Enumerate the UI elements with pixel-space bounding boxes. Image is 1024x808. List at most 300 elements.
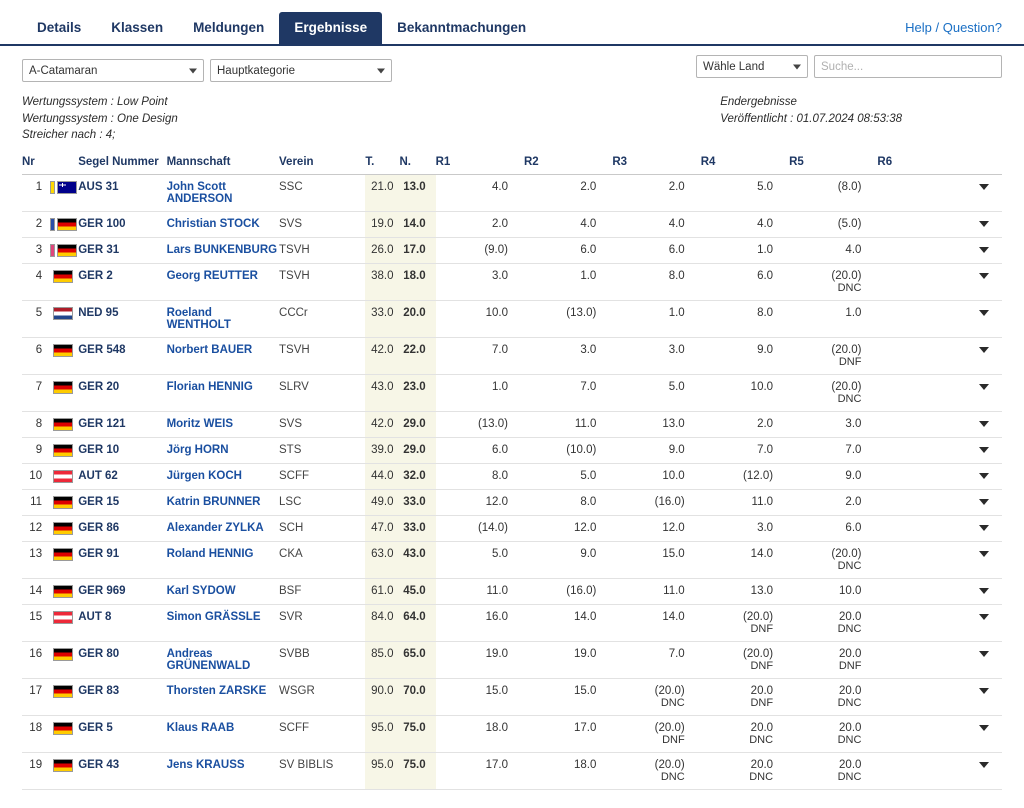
table-row[interactable] bbox=[22, 541, 1002, 578]
cell-race-r1 bbox=[436, 237, 524, 263]
chevron-down-icon[interactable] bbox=[979, 447, 989, 453]
country-flag-icon bbox=[53, 418, 73, 431]
chevron-down-icon[interactable] bbox=[979, 525, 989, 531]
category-select[interactable] bbox=[210, 59, 392, 82]
chevron-down-icon[interactable] bbox=[979, 273, 989, 279]
cell-net-points bbox=[399, 437, 435, 463]
tab-details[interactable] bbox=[22, 12, 96, 44]
table-row[interactable] bbox=[22, 515, 1002, 541]
cell-race-r5-value: (20.0) bbox=[831, 343, 862, 356]
cell-race-r5 bbox=[789, 211, 877, 237]
cell-race-r6 bbox=[877, 237, 965, 263]
col-r3[interactable]: R3 bbox=[612, 156, 700, 175]
cell-flag bbox=[48, 237, 78, 263]
cell-expand[interactable] bbox=[966, 374, 1002, 411]
country-flag-icon bbox=[53, 522, 73, 535]
cell-club-value: LSC bbox=[279, 495, 302, 508]
col-r4[interactable]: R4 bbox=[701, 156, 789, 175]
country-flag-icon bbox=[57, 218, 77, 231]
cell-race-r4 bbox=[701, 578, 789, 604]
cell-club-value: SSC bbox=[279, 180, 303, 193]
cell-flag bbox=[48, 463, 78, 489]
cell-race-r2-value: 15.0 bbox=[573, 684, 597, 697]
cell-net-points bbox=[399, 715, 435, 752]
cell-race-r3 bbox=[612, 641, 700, 678]
cell-sail-number-value: GER 5 bbox=[78, 721, 113, 734]
cell-expand[interactable] bbox=[966, 463, 1002, 489]
cell-race-r1-value: 1.0 bbox=[491, 380, 508, 393]
cell-race-r3-value: 8.0 bbox=[668, 269, 685, 282]
cell-club-value: SVR bbox=[279, 610, 303, 623]
search-input[interactable] bbox=[814, 55, 1002, 78]
col-crew[interactable]: Mannschaft bbox=[167, 156, 279, 175]
chevron-down-icon[interactable] bbox=[979, 688, 989, 694]
cell-net-points-value: 29.0 bbox=[403, 417, 426, 430]
cell-race-r4 bbox=[701, 604, 789, 641]
chevron-down-icon[interactable] bbox=[979, 499, 989, 505]
country-flag-icon bbox=[53, 270, 73, 283]
cell-race-r2-value: 1.0 bbox=[580, 269, 597, 282]
cell-race-r2 bbox=[524, 678, 612, 715]
cell-race-r4-value: 5.0 bbox=[757, 180, 774, 193]
cell-crew-name-value: Thorsten ZARSKE bbox=[166, 684, 267, 697]
cell-expand[interactable] bbox=[966, 541, 1002, 578]
cell-expand[interactable] bbox=[966, 641, 1002, 678]
cell-race-r4 bbox=[701, 678, 789, 715]
cell-net-points-value: 17.0 bbox=[403, 243, 426, 256]
cell-race-r4-value: 20.0 bbox=[750, 758, 774, 771]
cell-flag bbox=[48, 678, 78, 715]
cell-nr-value: 9 bbox=[35, 443, 43, 456]
cell-race-r3 bbox=[612, 374, 700, 411]
cell-net-points-value: 45.0 bbox=[403, 584, 426, 597]
col-r6[interactable]: R6 bbox=[877, 156, 965, 175]
cell-race-r5 bbox=[789, 604, 877, 641]
cell-nr bbox=[22, 174, 48, 211]
cell-sail-number bbox=[78, 211, 166, 237]
cell-club bbox=[279, 237, 365, 263]
cell-net-points-value: 23.0 bbox=[403, 380, 426, 393]
cell-sail-number-value: GER 20 bbox=[78, 380, 120, 393]
chevron-down-icon[interactable] bbox=[979, 588, 989, 594]
cell-club-value: CCCr bbox=[279, 306, 308, 319]
col-total[interactable]: T. bbox=[365, 156, 399, 175]
cell-club-value: SCFF bbox=[279, 469, 310, 482]
cell-race-r5-value: 9.0 bbox=[845, 469, 862, 482]
cell-total-points bbox=[365, 489, 399, 515]
cell-crew-name bbox=[167, 578, 279, 604]
cell-race-r2-value: 17.0 bbox=[573, 721, 597, 734]
cell-club-value: SCH bbox=[279, 521, 304, 534]
cell-net-points bbox=[399, 237, 435, 263]
cell-club bbox=[279, 578, 365, 604]
chevron-down-icon[interactable] bbox=[979, 421, 989, 427]
cell-net-points bbox=[399, 515, 435, 541]
cell-race-r5 bbox=[789, 715, 877, 752]
cell-race-r1 bbox=[436, 463, 524, 489]
cell-crew-name bbox=[167, 174, 279, 211]
tab-ergebnisse[interactable] bbox=[279, 12, 382, 44]
cell-expand[interactable] bbox=[966, 237, 1002, 263]
race-status-r5: DNC bbox=[837, 392, 862, 405]
cell-nr bbox=[22, 237, 48, 263]
chevron-down-icon[interactable] bbox=[979, 762, 989, 768]
cell-crew-name-value: Karl SYDOW bbox=[166, 584, 236, 597]
tab-bekanntmachungen[interactable] bbox=[382, 12, 541, 44]
chevron-down-icon[interactable] bbox=[979, 347, 989, 353]
country-flag-icon bbox=[53, 685, 73, 698]
cell-race-r3 bbox=[612, 752, 700, 789]
chevron-down-icon bbox=[377, 68, 385, 73]
cell-total-points bbox=[365, 752, 399, 789]
cell-sail-number-value: GER 80 bbox=[78, 647, 120, 660]
cell-race-r1-value: 10.0 bbox=[485, 306, 508, 319]
cell-total-points-value: 63.0 bbox=[371, 547, 394, 560]
country-flag-icon bbox=[53, 759, 73, 772]
country-flag-icon bbox=[53, 344, 73, 357]
cell-net-points bbox=[399, 300, 435, 337]
cell-race-r3-value: 1.0 bbox=[668, 306, 685, 319]
chevron-down-icon[interactable] bbox=[979, 614, 989, 620]
table-row[interactable] bbox=[22, 715, 1002, 752]
cell-sail-number-value: GER 100 bbox=[78, 217, 126, 230]
cell-race-r1 bbox=[436, 489, 524, 515]
cell-race-r4-value: 8.0 bbox=[757, 306, 774, 319]
category-select-value: Hauptkategorie bbox=[217, 64, 295, 77]
cell-sail-number bbox=[78, 641, 166, 678]
cell-expand[interactable] bbox=[966, 337, 1002, 374]
cell-race-r5 bbox=[789, 489, 877, 515]
cell-expand[interactable] bbox=[966, 300, 1002, 337]
cell-expand[interactable] bbox=[966, 211, 1002, 237]
table-row[interactable] bbox=[22, 678, 1002, 715]
cell-net-points bbox=[399, 263, 435, 300]
cell-race-r5 bbox=[789, 174, 877, 211]
cell-crew-name bbox=[167, 337, 279, 374]
cell-total-points-value: 61.0 bbox=[371, 584, 394, 597]
scoring-type: Wertungssystem : One Design bbox=[22, 112, 178, 125]
cell-race-r3-value: (20.0) bbox=[654, 721, 685, 734]
cell-sail-number bbox=[78, 174, 166, 211]
cell-nr bbox=[22, 411, 48, 437]
cell-race-r4 bbox=[701, 374, 789, 411]
table-row[interactable] bbox=[22, 752, 1002, 789]
cell-race-r5 bbox=[789, 541, 877, 578]
cell-flag bbox=[48, 211, 78, 237]
table-row[interactable] bbox=[22, 463, 1002, 489]
chevron-down-icon bbox=[189, 68, 197, 73]
cell-race-r4 bbox=[701, 752, 789, 789]
cell-expand[interactable] bbox=[966, 437, 1002, 463]
cell-nr-value: 14 bbox=[29, 584, 43, 597]
cell-race-r2-value: 9.0 bbox=[580, 547, 597, 560]
results-table-head bbox=[22, 156, 1002, 175]
cell-race-r1 bbox=[436, 211, 524, 237]
cell-race-r1 bbox=[436, 411, 524, 437]
cell-sail-number bbox=[78, 263, 166, 300]
cell-expand[interactable] bbox=[966, 715, 1002, 752]
cell-net-points-value: 29.0 bbox=[403, 443, 426, 456]
col-r5[interactable]: R5 bbox=[789, 156, 877, 175]
cell-flag bbox=[48, 300, 78, 337]
chevron-down-icon[interactable] bbox=[979, 651, 989, 657]
chevron-down-icon[interactable] bbox=[979, 725, 989, 731]
cell-crew-name bbox=[167, 541, 279, 578]
cell-nr-value: 13 bbox=[29, 547, 43, 560]
cell-race-r5-value: (20.0) bbox=[831, 269, 862, 282]
cell-sail-number bbox=[78, 489, 166, 515]
cell-race-r5-value: (20.0) bbox=[831, 547, 862, 560]
class-select[interactable] bbox=[22, 59, 204, 82]
cell-sail-number-value: GER 31 bbox=[78, 243, 120, 256]
cell-race-r4 bbox=[701, 641, 789, 678]
cell-net-points-value: 18.0 bbox=[403, 269, 426, 282]
cell-expand[interactable] bbox=[966, 678, 1002, 715]
table-row[interactable] bbox=[22, 174, 1002, 211]
chevron-down-icon[interactable] bbox=[979, 473, 989, 479]
cell-crew-name-value: Alexander ZYLKA bbox=[166, 521, 264, 534]
cell-crew-name bbox=[167, 463, 279, 489]
cell-race-r3-value: 5.0 bbox=[668, 380, 685, 393]
cell-nr bbox=[22, 541, 48, 578]
cell-race-r5-value: 4.0 bbox=[845, 243, 862, 256]
cell-race-r3-value: 12.0 bbox=[662, 521, 685, 534]
cell-race-r3 bbox=[612, 489, 700, 515]
country-flag-icon bbox=[57, 244, 77, 257]
table-row[interactable] bbox=[22, 211, 1002, 237]
cell-net-points-value: 20.0 bbox=[403, 306, 426, 319]
cell-race-r6 bbox=[877, 463, 965, 489]
col-net[interactable]: N. bbox=[399, 156, 435, 175]
help-question-link[interactable]: Help / Question? bbox=[905, 20, 1002, 35]
tab-label: Bekanntmachungen bbox=[397, 20, 527, 35]
cell-race-r2-value: 7.0 bbox=[580, 380, 597, 393]
search-group bbox=[696, 55, 1002, 78]
cell-crew-name-value: Lars BUNKENBURG bbox=[166, 243, 278, 256]
cell-race-r5 bbox=[789, 437, 877, 463]
cell-race-r1-value: 17.0 bbox=[485, 758, 508, 771]
cell-nr bbox=[22, 463, 48, 489]
cell-total-points bbox=[365, 604, 399, 641]
cell-race-r4 bbox=[701, 715, 789, 752]
col-nr[interactable]: Nr bbox=[22, 156, 48, 175]
country-flag-icon bbox=[53, 648, 73, 661]
cell-expand[interactable] bbox=[966, 263, 1002, 300]
cell-race-r1-value: 8.0 bbox=[491, 469, 508, 482]
cell-expand[interactable] bbox=[966, 604, 1002, 641]
country-select-value: Wähle Land bbox=[703, 60, 765, 73]
cell-club-value: TSVH bbox=[279, 243, 310, 256]
cell-sail-number-value: GER 10 bbox=[78, 443, 120, 456]
race-status-r3: DNF bbox=[662, 733, 685, 746]
cell-race-r2 bbox=[524, 578, 612, 604]
cell-total-points bbox=[365, 237, 399, 263]
cell-total-points-value: 47.0 bbox=[371, 521, 394, 534]
cell-net-points bbox=[399, 578, 435, 604]
cell-race-r1 bbox=[436, 263, 524, 300]
cell-race-r5 bbox=[789, 374, 877, 411]
cell-race-r3 bbox=[612, 237, 700, 263]
cell-race-r1-value: 19.0 bbox=[485, 647, 508, 660]
cell-total-points-value: 33.0 bbox=[371, 306, 394, 319]
cell-race-r3 bbox=[612, 515, 700, 541]
cell-sail-number bbox=[78, 604, 166, 641]
cell-race-r6 bbox=[877, 211, 965, 237]
cell-expand[interactable] bbox=[966, 578, 1002, 604]
chevron-down-icon[interactable] bbox=[979, 247, 989, 253]
table-row[interactable] bbox=[22, 604, 1002, 641]
cell-net-points bbox=[399, 337, 435, 374]
cell-race-r2 bbox=[524, 263, 612, 300]
cell-race-r5-value: 6.0 bbox=[845, 521, 862, 534]
cell-club-value: WSGR bbox=[279, 684, 315, 697]
cell-net-points bbox=[399, 374, 435, 411]
cell-net-points-value: 13.0 bbox=[403, 180, 426, 193]
table-row[interactable] bbox=[22, 641, 1002, 678]
cell-race-r6 bbox=[877, 300, 965, 337]
cell-race-r5 bbox=[789, 515, 877, 541]
table-row[interactable] bbox=[22, 437, 1002, 463]
chevron-down-icon[interactable] bbox=[979, 184, 989, 190]
cell-sail-number-value: GER 2 bbox=[78, 269, 113, 282]
cell-race-r5 bbox=[789, 578, 877, 604]
tab-klassen[interactable] bbox=[96, 12, 178, 44]
cell-race-r4-value: 13.0 bbox=[750, 584, 774, 597]
cell-club bbox=[279, 541, 365, 578]
race-status-r4: DNC bbox=[749, 770, 774, 783]
cell-nr-value: 18 bbox=[29, 721, 43, 734]
cell-net-points bbox=[399, 641, 435, 678]
chevron-down-icon[interactable] bbox=[979, 384, 989, 390]
cell-expand[interactable] bbox=[966, 174, 1002, 211]
table-row[interactable] bbox=[22, 489, 1002, 515]
cell-race-r4-value: 2.0 bbox=[757, 417, 774, 430]
table-row[interactable] bbox=[22, 300, 1002, 337]
cell-race-r3-value: 3.0 bbox=[668, 343, 685, 356]
cell-race-r3 bbox=[612, 174, 700, 211]
main-tab-bar bbox=[0, 0, 1024, 46]
cell-club bbox=[279, 463, 365, 489]
filter-bar bbox=[0, 46, 1024, 86]
cell-expand[interactable] bbox=[966, 411, 1002, 437]
cell-race-r4-value: 3.0 bbox=[757, 521, 774, 534]
cell-sail-number-value: AUT 62 bbox=[78, 469, 118, 482]
cell-nr-value: 15 bbox=[29, 610, 43, 623]
chevron-down-icon[interactable] bbox=[979, 551, 989, 557]
country-flag-icon bbox=[53, 381, 73, 394]
cell-sail-number bbox=[78, 463, 166, 489]
cell-flag bbox=[48, 604, 78, 641]
cell-nr-value: 10 bbox=[29, 469, 43, 482]
cell-race-r4-value: 9.0 bbox=[757, 343, 774, 356]
cell-sail-number-value: GER 121 bbox=[78, 417, 126, 430]
cell-race-r2-value: (13.0) bbox=[566, 306, 597, 319]
cell-race-r3-value: (16.0) bbox=[654, 495, 685, 508]
cell-sail-number bbox=[78, 374, 166, 411]
cell-race-r2 bbox=[524, 604, 612, 641]
cell-crew-name bbox=[167, 489, 279, 515]
cell-sail-number bbox=[78, 578, 166, 604]
cell-club-value: SVBB bbox=[279, 647, 310, 660]
country-select[interactable] bbox=[696, 55, 808, 78]
chevron-down-icon[interactable] bbox=[979, 221, 989, 227]
cell-race-r6 bbox=[877, 515, 965, 541]
cell-nr bbox=[22, 263, 48, 300]
col-club[interactable]: Verein bbox=[279, 156, 365, 175]
cell-race-r4 bbox=[701, 463, 789, 489]
cell-nr bbox=[22, 604, 48, 641]
cell-race-r2-value: 19.0 bbox=[573, 647, 597, 660]
results-table-wrap bbox=[0, 144, 1024, 790]
table-row[interactable] bbox=[22, 263, 1002, 300]
cell-sail-number bbox=[78, 752, 166, 789]
cell-crew-name-value: John Scott ANDERSON bbox=[166, 180, 233, 205]
country-flag-icon bbox=[53, 470, 73, 483]
table-row[interactable] bbox=[22, 374, 1002, 411]
cell-race-r5 bbox=[789, 678, 877, 715]
col-sail[interactable]: Segel Nummer bbox=[78, 156, 166, 175]
country-flag-icon bbox=[53, 611, 73, 624]
cell-club bbox=[279, 604, 365, 641]
table-row[interactable] bbox=[22, 237, 1002, 263]
cell-race-r1 bbox=[436, 752, 524, 789]
cell-race-r5 bbox=[789, 463, 877, 489]
cell-total-points bbox=[365, 578, 399, 604]
col-r2[interactable]: R2 bbox=[524, 156, 612, 175]
table-row[interactable] bbox=[22, 337, 1002, 374]
cell-race-r6 bbox=[877, 715, 965, 752]
cell-crew-name-value: Florian HENNIG bbox=[166, 380, 253, 393]
cell-race-r3 bbox=[612, 715, 700, 752]
cell-race-r1-value: 6.0 bbox=[491, 443, 508, 456]
race-status-r5: DNC bbox=[837, 559, 862, 572]
cell-crew-name bbox=[167, 715, 279, 752]
cell-race-r2-value: (16.0) bbox=[566, 584, 597, 597]
cell-race-r5-value: (5.0) bbox=[837, 217, 862, 230]
cell-race-r4-value: 14.0 bbox=[750, 547, 774, 560]
cell-crew-name-value: Klaus RAAB bbox=[166, 721, 235, 734]
race-status-r4: DNF bbox=[750, 659, 774, 672]
table-row[interactable] bbox=[22, 578, 1002, 604]
cell-sail-number-value: AUT 8 bbox=[78, 610, 112, 623]
cell-race-r2 bbox=[524, 300, 612, 337]
cell-race-r1 bbox=[436, 578, 524, 604]
race-status-r5: DNF bbox=[838, 659, 862, 672]
cell-race-r3-value: 11.0 bbox=[663, 584, 685, 597]
cell-total-points bbox=[365, 411, 399, 437]
cell-total-points bbox=[365, 211, 399, 237]
cell-crew-name-value: Jörg HORN bbox=[166, 443, 229, 456]
cell-sail-number-value: GER 83 bbox=[78, 684, 120, 697]
cell-race-r2 bbox=[524, 463, 612, 489]
cell-club bbox=[279, 211, 365, 237]
cell-expand[interactable] bbox=[966, 515, 1002, 541]
cell-race-r2 bbox=[524, 411, 612, 437]
chevron-down-icon[interactable] bbox=[979, 310, 989, 316]
cell-race-r5-value: 2.0 bbox=[845, 495, 862, 508]
cell-expand[interactable] bbox=[966, 752, 1002, 789]
country-flag-icon bbox=[53, 585, 73, 598]
cell-flag bbox=[48, 578, 78, 604]
tab-meldungen[interactable] bbox=[178, 12, 279, 44]
cell-expand[interactable] bbox=[966, 489, 1002, 515]
cell-race-r3 bbox=[612, 541, 700, 578]
col-r1[interactable]: R1 bbox=[436, 156, 524, 175]
cell-sail-number bbox=[78, 237, 166, 263]
table-row[interactable] bbox=[22, 411, 1002, 437]
cell-race-r3-value: 14.0 bbox=[662, 610, 685, 623]
cell-club bbox=[279, 437, 365, 463]
